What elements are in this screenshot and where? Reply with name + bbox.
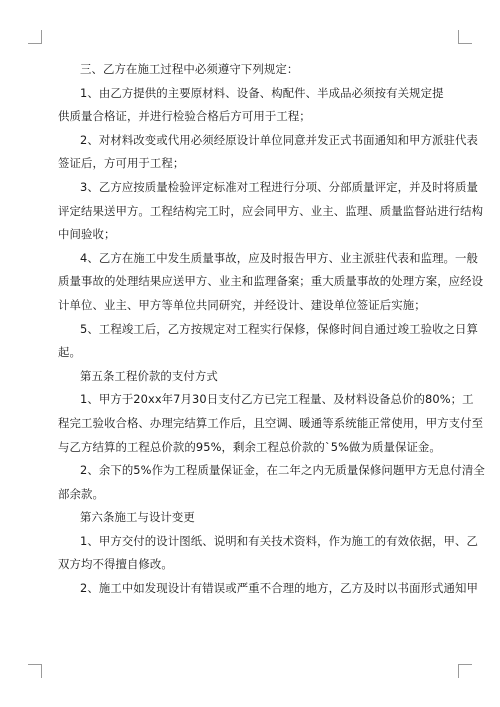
crop-mark-bottom-left — [28, 664, 42, 678]
paragraph-5-line-1: 5、工程竣工后，乙方按规定对工程实行保修，保修时间自通过竣工验收之日算 — [80, 321, 479, 336]
paragraph-2-line-1: 2、对材料改变或代用必须经原设计单位同意并发正式书面通知和甲方派驻代表 — [80, 132, 479, 147]
paragraph-4-line-2: 质量事故的处理结果应送甲方、业主和监理备案；重大质量事故的处理方案，应经设 — [58, 274, 484, 289]
change-1-line-2: 双方均不得擅自修改。 — [58, 557, 173, 572]
crop-mark-bottom-right — [458, 664, 472, 678]
paragraph-4-line-1: 4、乙方在施工中发生质量事故，应及时报告甲方、业主派驻代表和监理。一般 — [80, 250, 479, 265]
paragraph-3-line-1: 3、乙方应按质量检验评定标准对工程进行分项、分部质量评定，并及时将质量 — [80, 179, 479, 194]
document-body — [58, 62, 485, 596]
article-five-heading: 第五条工程价款的支付方式 — [80, 368, 218, 383]
payment-1-line-3: 与乙方结算的工程总价款的95%，剩余工程总价款的`5%做为质量保证金。 — [58, 439, 441, 454]
payment-2-line-1: 2、余下的5%作为工程质量保证金，在二年之内无质量保修问题甲方无息付清全 — [80, 463, 485, 478]
paragraph-2-line-2: 签证后，方可用于工程； — [58, 156, 185, 171]
paragraph-3-line-3: 中间验收； — [58, 227, 116, 242]
clause-three-heading: 三、乙方在施工过程中必须遵守下列规定： — [80, 62, 299, 76]
payment-1-line-1: 1、甲方于20xx年7月30日支付乙方已完工程量、及材料设备总价的80%；工 — [80, 392, 474, 407]
article-six-heading: 第六条施工与设计变更 — [80, 510, 195, 525]
payment-2-line-2: 部余款。 — [58, 486, 104, 501]
paragraph-3-line-2: 评定结果送甲方。工程结构完工时，应会同甲方、业主、监理、质量监督站进行结构 — [58, 203, 484, 218]
change-2-line-1: 2、施工中如发现设计有错误或严重不合理的地方，乙方及时以书面形式通知甲 — [80, 581, 479, 596]
paragraph-5-line-2: 起。 — [58, 345, 81, 360]
payment-1-line-2: 程完工验收合格、办理完结算工作后，且空调、暖通等系统能正常使用，甲方支付至 — [58, 415, 484, 430]
paragraph-4-line-3: 计单位、业主、甲方等单位共同研究，并经设计、建设单位签证后实施； — [58, 297, 426, 312]
crop-mark-top-right — [458, 30, 472, 44]
paragraph-1-line-1: 1、由乙方提供的主要原材料、设备、构配件、半成品必须按有关规定提 — [80, 85, 444, 100]
change-1-line-1: 1、甲方交付的设计图纸、说明和有关技术资料，作为施工的有效依据，甲、乙 — [80, 533, 479, 548]
crop-mark-top-left — [28, 30, 42, 44]
paragraph-1-line-2: 供质量合格证，并进行检验合格后方可用于工程； — [58, 109, 311, 124]
